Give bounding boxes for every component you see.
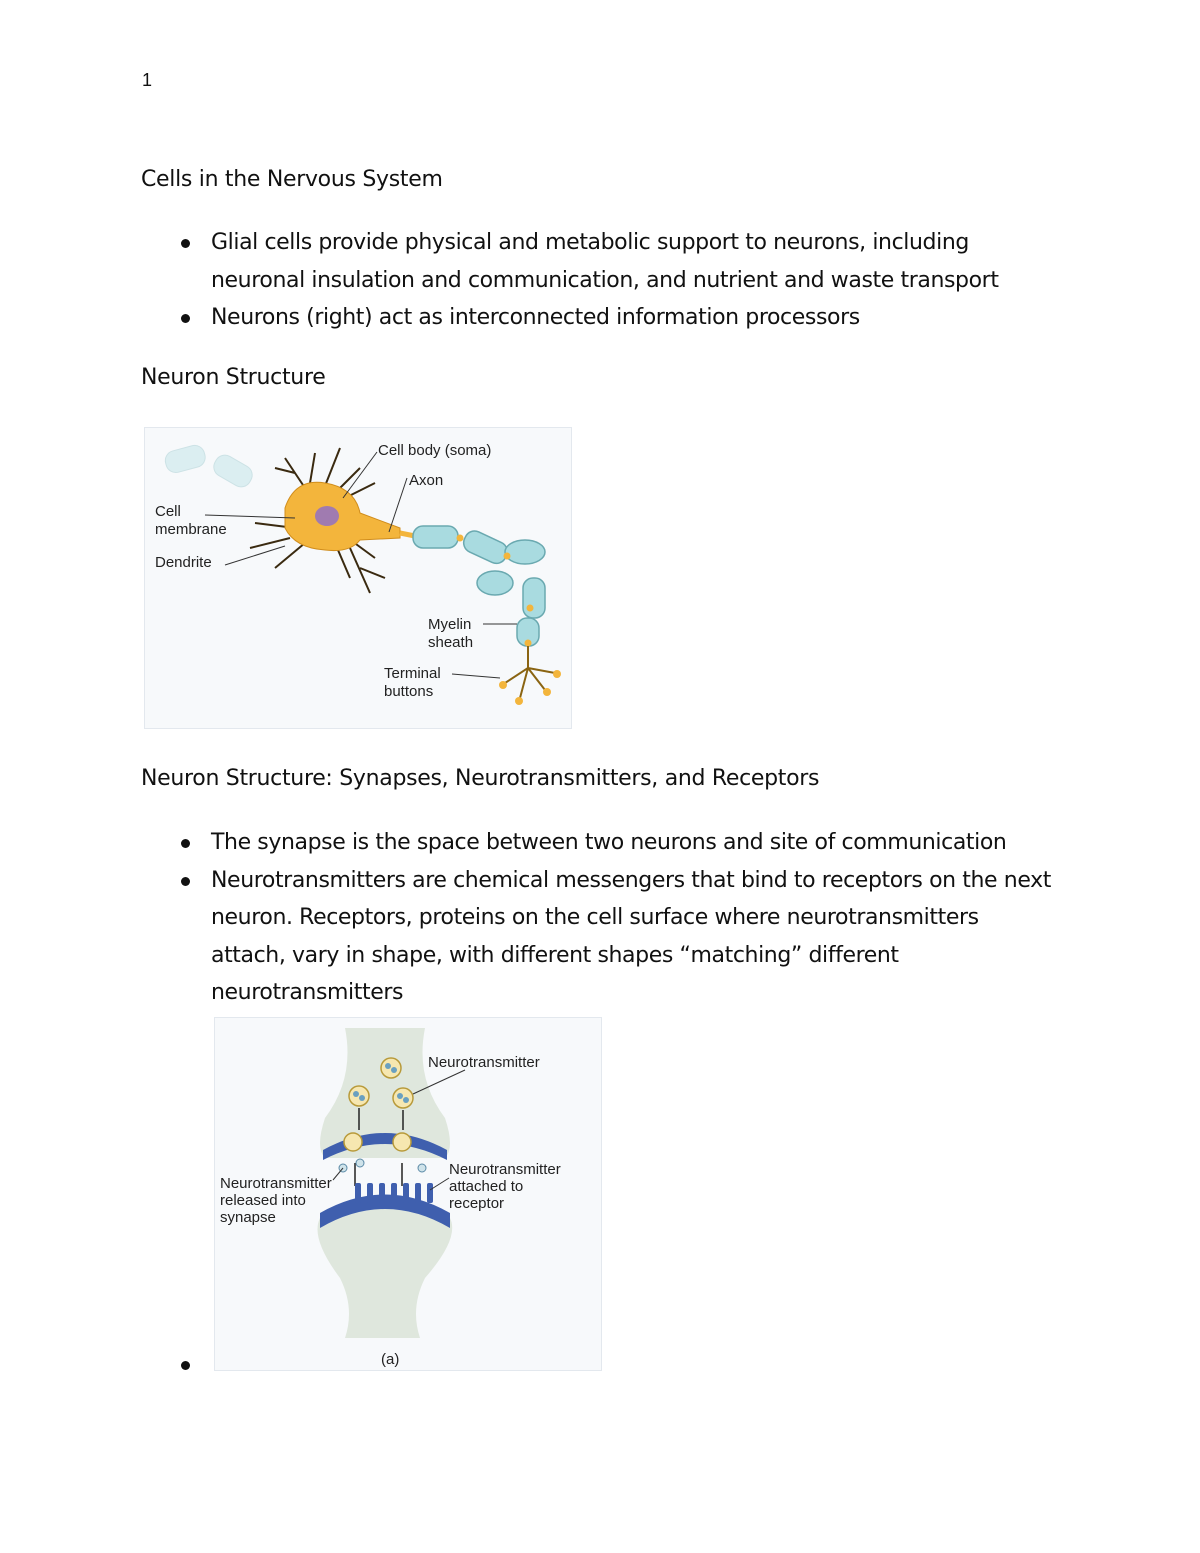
bullet-dot bbox=[181, 314, 190, 323]
label-attached: attached to bbox=[449, 1178, 524, 1195]
figure-caption: (a) bbox=[381, 1351, 400, 1368]
terminal-buttons bbox=[499, 670, 561, 705]
list-item bbox=[141, 824, 1051, 862]
bullet-dot bbox=[181, 877, 190, 886]
bullet-dot bbox=[181, 239, 190, 248]
label-released: Neurotransmitter bbox=[220, 1175, 332, 1192]
bullet-text: The synapse is the space between two neurons and site of communication bbox=[211, 830, 1007, 855]
page-number: 1 bbox=[142, 70, 153, 90]
label-neurotransmitter: Neurotransmitter bbox=[428, 1054, 540, 1071]
section-heading-neuron-structure: Neuron Structure bbox=[141, 365, 326, 390]
synapse-diagram bbox=[214, 1017, 602, 1371]
neuron-diagram bbox=[144, 427, 572, 729]
label-myelin: Myelin bbox=[428, 616, 472, 633]
label-myelin: sheath bbox=[428, 634, 474, 651]
list-item bbox=[141, 224, 1051, 299]
label-axon: Axon bbox=[409, 472, 444, 489]
bullet-dot bbox=[181, 1361, 190, 1370]
bullet-list-synapses bbox=[141, 824, 1051, 1012]
label-cell-membrane: membrane bbox=[155, 521, 227, 538]
label-dendrite: Dendrite bbox=[155, 554, 212, 571]
synapse-illustration bbox=[215, 1018, 601, 1370]
soma bbox=[285, 482, 400, 550]
neuron-illustration bbox=[145, 428, 571, 728]
label-cell-body: Cell body (soma) bbox=[378, 442, 492, 459]
bullet-list-cells bbox=[141, 224, 1051, 337]
bullet-text: Glial cells provide physical and metabolic support to neurons, including neuronal insulation and communication, and nutrient and waste transport bbox=[211, 230, 999, 293]
label-attached: receptor bbox=[449, 1195, 505, 1212]
bullet-text: Neurotransmitters are chemical messengers that bind to receptors on the next neuron. Receptors, proteins on the cell surface where neurotransmitters attach, vary in shape, with different shapes “matching” different neurotransmitters bbox=[211, 867, 1051, 1005]
label-released: released into bbox=[220, 1192, 306, 1209]
released-neurotransmitters bbox=[339, 1159, 426, 1172]
list-item bbox=[141, 862, 1051, 1012]
section-heading-synapses: Neuron Structure: Synapses, Neurotransmitters, and Receptors bbox=[141, 766, 820, 791]
label-released: synapse bbox=[220, 1209, 276, 1226]
section-heading-cells: Cells in the Nervous System bbox=[141, 167, 443, 192]
label-cell-membrane: Cell bbox=[155, 503, 181, 520]
nucleus bbox=[315, 506, 339, 526]
label-terminal: Terminal bbox=[384, 665, 441, 682]
bullet-dot bbox=[181, 839, 190, 848]
label-terminal: buttons bbox=[384, 683, 434, 700]
list-item bbox=[141, 299, 1051, 337]
label-attached: Neurotransmitter bbox=[449, 1161, 561, 1178]
adjacent-neuron bbox=[163, 443, 256, 490]
bullet-text: Neurons (right) act as interconnected information processors bbox=[211, 305, 860, 330]
